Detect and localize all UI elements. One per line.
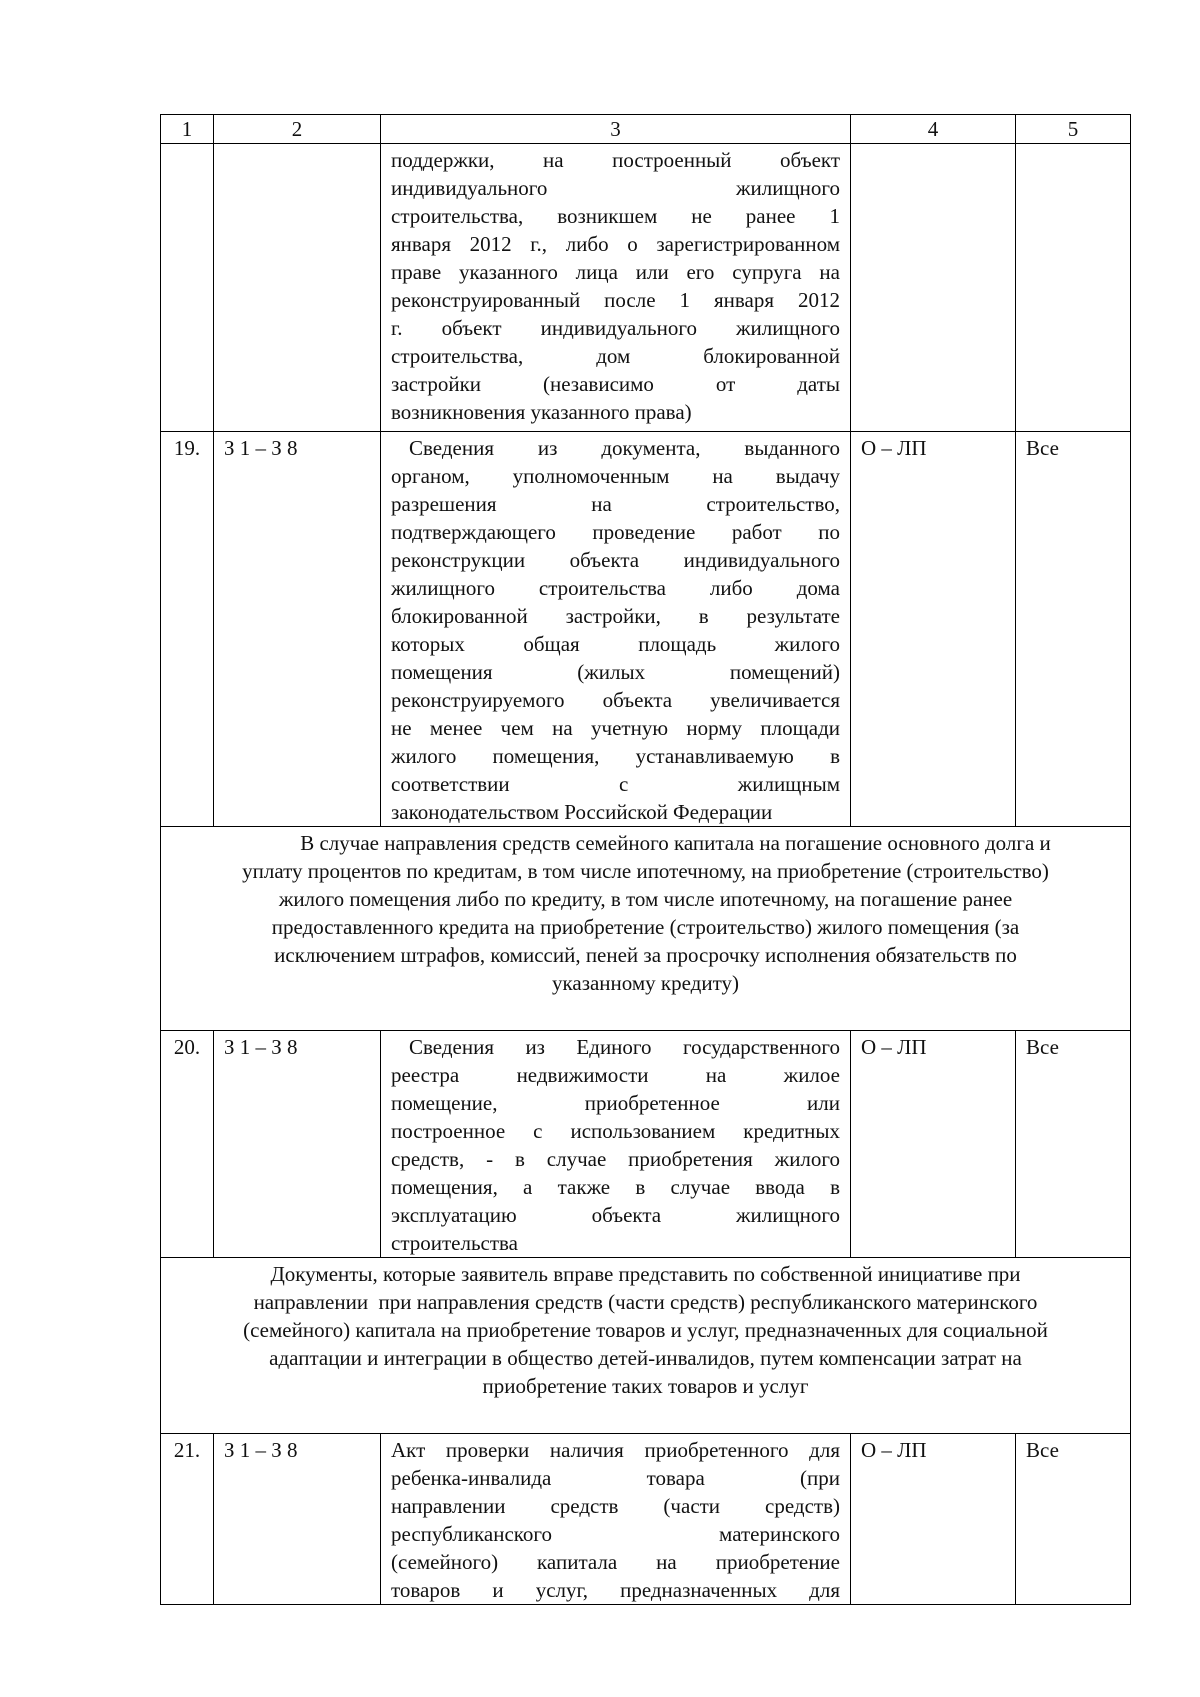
description-line: индивидуального жилищного [391, 176, 840, 200]
row-code: З 1 – З 8 [214, 1434, 381, 1605]
section-heading-line: Документы, которые заявитель вправе представить по собственной инициативе при [270, 1262, 1021, 1286]
section-heading-line: предоставленного кредита на приобретение (строительство) жилого помещения (за [271, 915, 1020, 939]
row-number-cell [161, 144, 214, 432]
row-code: З 1 – З 8 [214, 432, 381, 827]
description-line: реконструированный после 1 января 2012 [391, 288, 840, 312]
description-line: Акт проверки наличия приобретенного для [391, 1438, 840, 1462]
row-description-cell [381, 432, 851, 827]
section-heading-line: приобретение таких товаров и услуг [482, 1374, 809, 1398]
row-form: О – ЛП [851, 1031, 1016, 1258]
description-line: застройки (независимо от даты [391, 372, 840, 396]
description-line: жилого помещения, устанавливаемую в [391, 744, 840, 768]
description-line: товаров и услуг, предназначенных для [391, 1578, 840, 1602]
description-line: поддержки, на построенный объект [391, 148, 840, 172]
description-line: строительства [391, 1231, 519, 1255]
row-applicant: Все [1016, 1434, 1131, 1605]
row-description-cell [381, 144, 851, 432]
description-line: не менее чем на учетную норму площади [391, 716, 840, 740]
description-line: республиканского материнского [391, 1522, 840, 1546]
description-line: реестра недвижимости на жилое [391, 1063, 840, 1087]
description-line: эксплуатацию объекта жилищного [391, 1203, 840, 1227]
table-row-20 [161, 1031, 1131, 1258]
row-description-cell [381, 1031, 851, 1258]
section-heading-line: уплату процентов по кредитам, в том числе ипотечному, на приобретение (строительство) [242, 859, 1049, 883]
description-line: Сведения из документа, выданного [409, 436, 840, 460]
row-form-cell [851, 144, 1016, 432]
description-line: построенное с использованием кредитных [391, 1119, 840, 1143]
column-header-3: 3 [381, 115, 851, 144]
section-heading-line: (семейного) капитала на приобретение товаров и услуг, предназначенных для социальной [243, 1318, 1048, 1342]
section-heading-line: указанному кредиту) [551, 971, 739, 995]
description-line: направлении средств (части средств) [391, 1494, 840, 1518]
section-heading-line: жилого помещения либо по кредиту, в том числе ипотечному, на погашение ранее [278, 887, 1013, 911]
row-form: О – ЛП [851, 432, 1016, 827]
description-line: подтверждающего проведение работ по [391, 520, 840, 544]
description-line: помещение, приобретенное или [391, 1091, 840, 1115]
description-line: органом, уполномоченным на выдачу [391, 464, 840, 488]
description-line: ребенка-инвалида товара (при [391, 1466, 840, 1490]
table-row-19 [161, 432, 1131, 827]
description-line: праве указанного лица или его супруга на [391, 260, 840, 284]
column-header-2: 2 [214, 115, 381, 144]
column-header-1: 1 [161, 115, 214, 144]
description-line: помещения (жилых помещений) [391, 660, 840, 684]
section-heading-optional-documents [161, 1258, 1131, 1434]
table-row-21 [161, 1434, 1131, 1605]
description-line: разрешения на строительство, [391, 492, 840, 516]
description-line: которых общая площадь жилого [391, 632, 840, 656]
row-number: 21. [161, 1434, 214, 1605]
description-line: помещения, а также в случае ввода в [391, 1175, 840, 1199]
description-line: блокированной застройки, в результате [391, 604, 840, 628]
description-line: возникновения указанного права) [391, 400, 692, 424]
table-header-row [161, 115, 1131, 144]
description-line: законодательством Российской Федерации [391, 800, 773, 824]
row-applicant: Все [1016, 432, 1131, 827]
requirements-table [160, 114, 1131, 1605]
description-line: реконструкции объекта индивидуального [391, 548, 840, 572]
row-form: О – ЛП [851, 1434, 1016, 1605]
row-number: 20. [161, 1031, 214, 1258]
column-header-5: 5 [1016, 115, 1131, 144]
section-heading-row [161, 1258, 1131, 1434]
description-line: г. объект индивидуального жилищного [391, 316, 840, 340]
description-line: средств, - в случае приобретения жилого [391, 1147, 840, 1171]
description-line: соответствии с жилищным [391, 772, 840, 796]
row-applicant: Все [1016, 1031, 1131, 1258]
row-code: З 1 – З 8 [214, 1031, 381, 1258]
row-description-cell [381, 1434, 851, 1605]
section-heading-line: В случае направления средств семейного капитала на погашение основного долга и [300, 831, 1051, 855]
description-line: строительства, дом блокированной [391, 344, 840, 368]
row-applicant-cell [1016, 144, 1131, 432]
description-line: реконструируемого объекта увеличивается [391, 688, 840, 712]
section-heading-line: направлении при направления средств (части средств) республиканского материнского [253, 1290, 1038, 1314]
table-row-continuation [161, 144, 1131, 432]
row-code-cell [214, 144, 381, 432]
description-line: Сведения из Единого государственного [409, 1035, 840, 1059]
description-line: строительства, возникшем не ранее 1 [391, 204, 840, 228]
section-heading-credit [161, 827, 1131, 1031]
section-heading-line: адаптации и интеграции в общество детей-инвалидов, путем компенсации затрат на [269, 1346, 1022, 1370]
row-number: 19. [161, 432, 214, 827]
description-line: (семейного) капитала на приобретение [391, 1550, 840, 1574]
description-line: января 2012 г., либо о зарегистрированном [391, 232, 840, 256]
section-heading-row [161, 827, 1131, 1031]
section-heading-line: исключением штрафов, комиссий, пеней за просрочку исполнения обязательств по [274, 943, 1017, 967]
description-line: жилищного строительства либо дома [391, 576, 840, 600]
column-header-4: 4 [851, 115, 1016, 144]
